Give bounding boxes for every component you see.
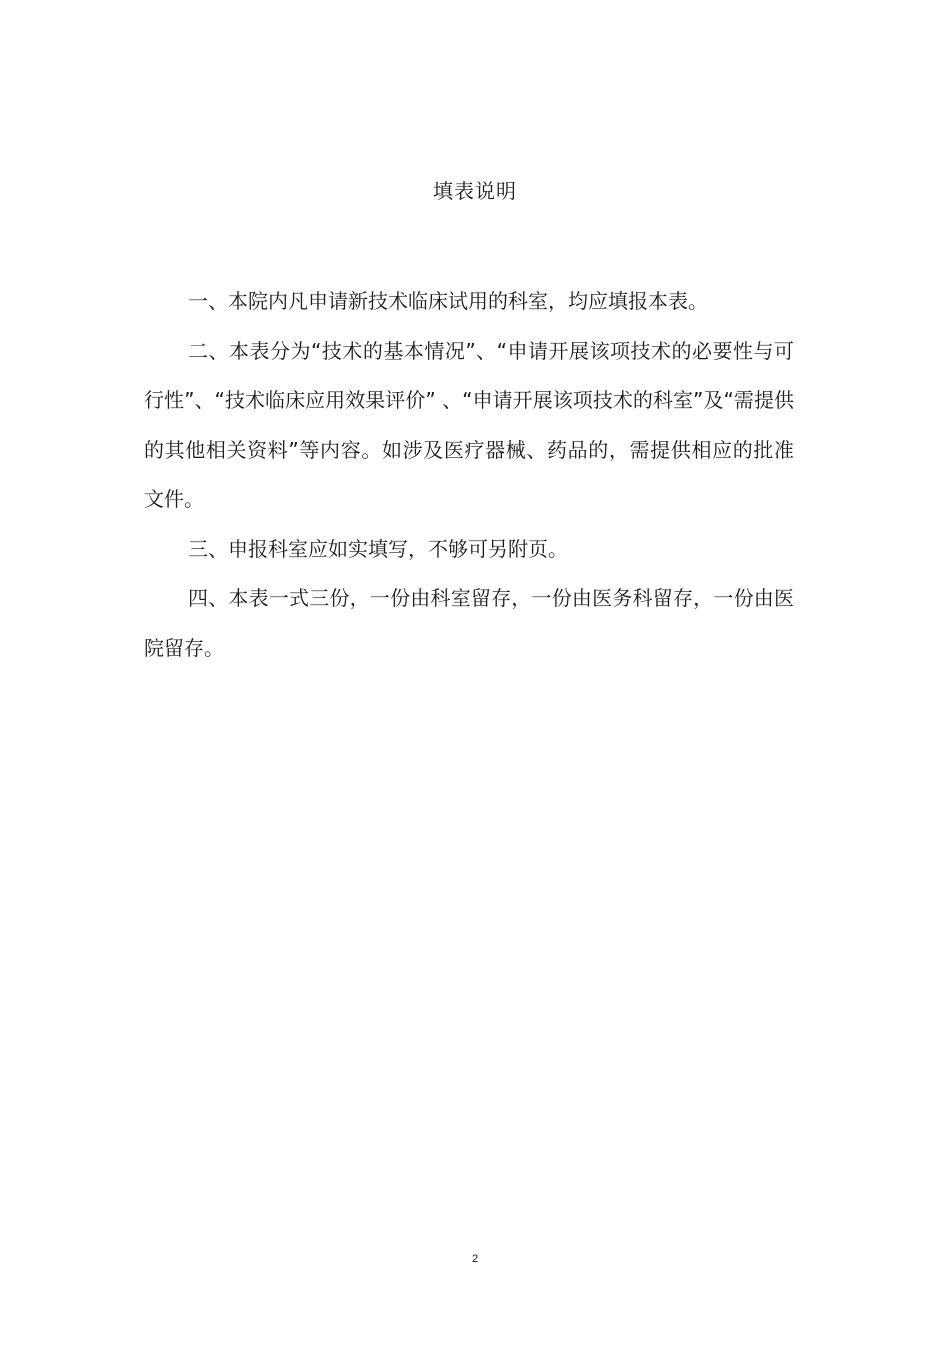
page-number: 2	[471, 1253, 479, 1265]
instruction-paragraph-3: 三、申报科室应如实填写，不够可另附页。	[188, 536, 568, 561]
instruction-paragraph-1: 一、本院内凡申请新技术临床试用的科室，均应填报本表。	[188, 289, 708, 313]
instruction-paragraph-2: 二、本表分为“技术的基本情况”、“申请开展该项技术的必要性与可行性”、“技术临床应用效果评价” 、“申请开展该项技术的科室”及“需提供的其他相关资料”等内容。如涉及医疗器械、药品的，需提供相应的批准文件。	[144, 338, 794, 511]
page-title: 填表说明	[433, 179, 517, 203]
instructions-body	[144, 277, 794, 673]
instruction-paragraph-4: 四、本表一式三份，一份由科室留存，一份由医务科留存，一份由医院留存。	[144, 586, 794, 660]
